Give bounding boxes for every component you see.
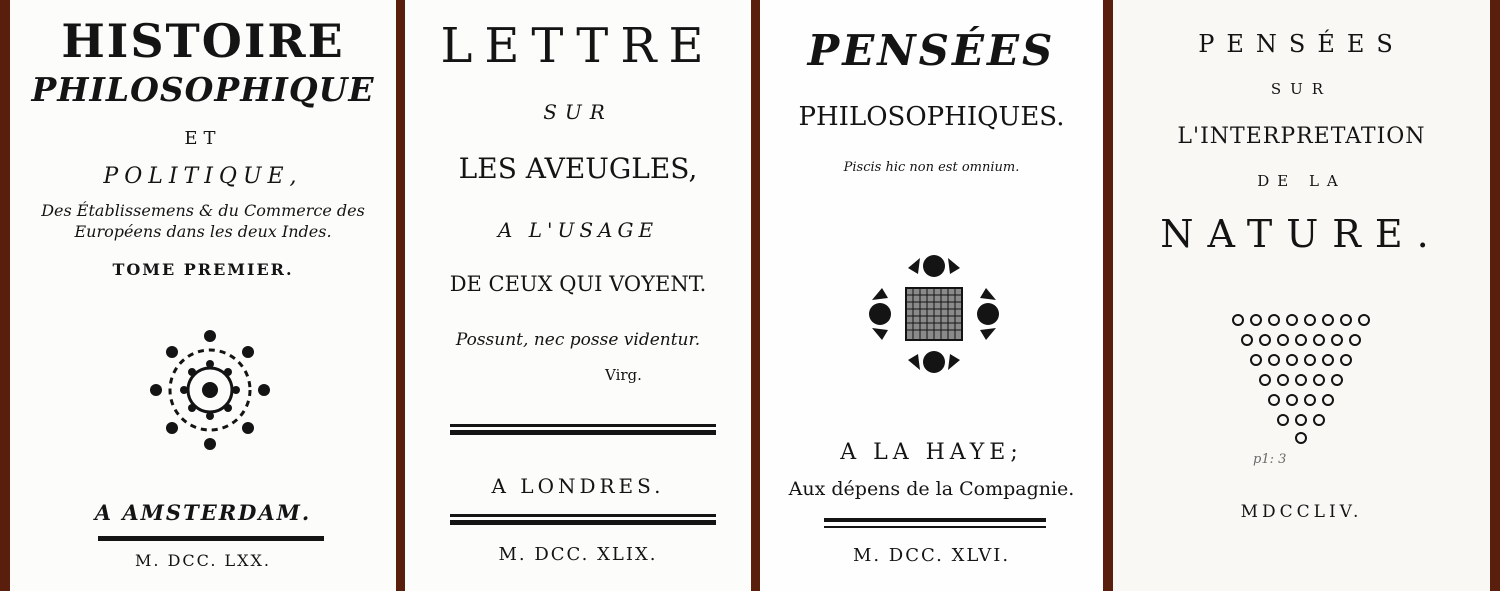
title-line: NATURE. [1160,212,1443,256]
epigraph: Possunt, nec posse videntur. [455,330,701,350]
imprint-place: A LONDRES. [491,474,665,498]
cherub-ornament [868,252,1000,376]
title-line: L'INTERPRETATION [1177,124,1426,149]
title-line: LES AVEUGLES, [458,152,698,185]
title-page-pensees-sur-l-interpretation [1113,0,1490,591]
title-line: PENSÉES [1198,30,1405,58]
title-line: HISTOIRE [61,14,345,68]
title-page-histoire-philosophique [10,0,396,591]
rule [98,536,324,541]
title-line: LETTRE [440,18,716,74]
title-line: A L'USAGE [497,218,659,242]
rule [824,526,1046,528]
imprint-publisher: Aux dépens de la Compagnie. [788,478,1075,500]
imprint-place: A LA HAYE; [840,440,1023,465]
title-line: DE LA [1257,172,1346,190]
title-line: SUR [543,100,613,124]
imprint-date: M. DCC. XLIX. [498,544,658,565]
title-line: PHILOSOPHIQUE [31,70,375,109]
title-line: DE CEUX QUI VOYENT. [449,272,707,296]
epigraph-source: Virg. [605,366,642,384]
title-line: PENSÉES [807,26,1056,75]
subtitle-line: Des Établissemens & du Commerce des [41,201,365,220]
imprint-date: M. DCC. LXX. [135,551,271,570]
rule [450,430,716,435]
star-ornament [148,328,272,452]
imprint-place: A AMSTERDAM. [94,500,312,525]
subtitle-line: Européens dans les deux Indes. [74,222,332,241]
rule [450,424,716,427]
volume-line: TOME PREMIER. [112,260,294,279]
title-page-lettre-sur-les-aveugles [405,0,751,591]
rule [824,518,1046,522]
handwritten-annotation: p1: 3 [1253,452,1287,467]
triangle-ornament [1228,310,1376,446]
title-line: SUR [1270,80,1333,98]
rule [450,520,716,525]
title-line: ET [184,128,222,149]
epigraph: Piscis hic non est omnium. [843,160,1020,175]
title-page-pensees-philosophiques [760,0,1103,591]
imprint-date: MDCCLIV. [1240,502,1363,522]
imprint-date: M. DCC. XLVI. [852,545,1011,566]
title-line: POLITIQUE, [103,164,303,189]
title-line: PHILOSOPHIQUES. [798,102,1065,132]
rule [450,514,716,517]
